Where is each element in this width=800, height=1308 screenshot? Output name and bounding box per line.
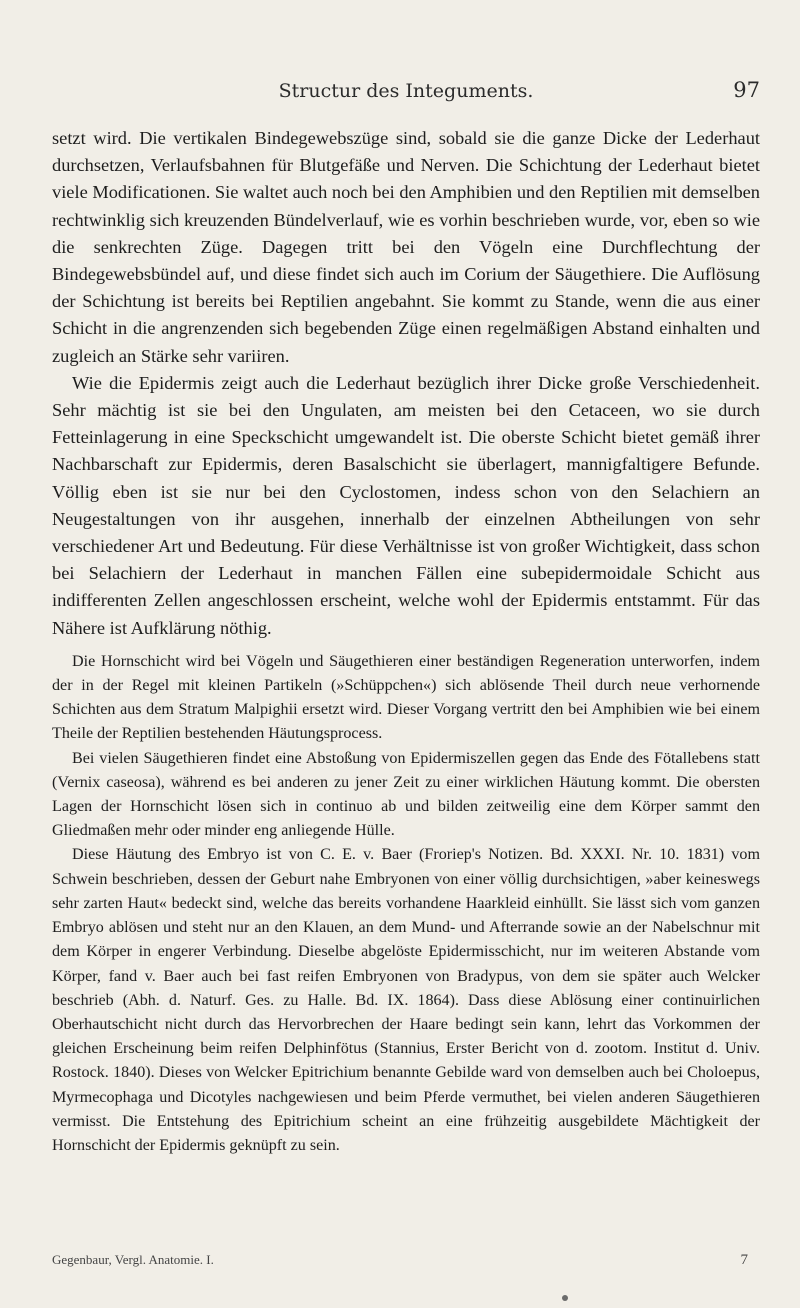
note-paragraph: Diese Häutung des Embryo ist von C. E. v. Baer (Froriep's Notizen. Bd. XXXI. Nr. 10. 1831) vom Schwein beschrieben, dessen der Geburt nahe Embryonen von einer völlig durchsichtigen, »aber keineswegs sehr zarten Haut« bedeckt sind, welche das bereits vorhandene Haarkleid einhüllt. Sie lässt sich vom ganzen Embryo ablösen und steht nur an den Klauen, an dem Mund- und Afterrande sowie an der Nabelschnur mit dem Körper in engerer Verbindung. Dieselbe abgelöste Epidermisschicht, nur im weiteren Abstande vom Körper, fand v. Baer auch bei fast reifen Embryonen von Bradypus, von dem sie später auch Welcker beschrieb (Abh. d. Naturf. Ges. zu Halle. Bd. IX. 1864). Dass diese Ablösung einer continuirlichen Oberhautschicht nicht durch das Hervorbrechen der Haare bedingt sein kann, lehrt das Vorkommen der gleichen Erscheinung beim reifen Delphinfötus (Stannius, Erster Bericht von d. zootom. Institut d. Univ. Rostock. 1840). Dieses von Welcker Epitrichium benannte Gebilde ward von demselben auch bei Choloepus, Myrmecophaga und Dicotyles nachgewiesen und beim Pferde vermuthet, bei vielen anderen Säugethieren vermisst. Die Entstehung des Epitrichium scheint an eine frühzeitig ausgebildete Mächtigkeit der Hornschicht der Epidermis geknüpft zu sein. — [52, 846, 760, 1154]
signature-line: Gegenbaur, Vergl. Anatomie. I. — [52, 1252, 214, 1267]
signature-number: 7 — [740, 1252, 748, 1268]
body-text — [52, 125, 760, 642]
paragraph: Wie die Epidermis zeigt auch die Lederhaut bezüglich ihrer Dicke große Verschiedenheit. Sehr mächtig ist sie bei den Ungulaten, am meisten bei den Cetaceen, wo sie durch Fetteinlagerung in eine Speckschicht umgewandelt ist. Die oberste Schicht bietet gemäß ihrer Nachbarschaft zur Epidermis, deren Basalschicht sie überlagert, mannigfaltigere Befunde. Völlig eben ist sie nur bei den Cyclostomen, indess schon von den Selachiern an Neugestaltungen von ihr ausgehen, innerhalb der einzelnen Abtheilungen von sehr verschiedener Art und Bedeutung. Für diese Verhältnisse ist von großer Wichtigkeit, dass schon bei Selachiern der Lederhaut in manchen Fällen eine subepidermoidale Schicht aus indifferenten Zellen angeschlossen erscheint, welche wohl der Epidermis entstammt. Für das Nähere ist Aufklärung nöthig. — [52, 372, 760, 638]
main-text — [52, 125, 760, 1158]
note-paragraph: Die Hornschicht wird bei Vögeln und Säugethieren einer beständigen Regeneration unterworfen, indem der in der Regel mit kleinen Partikeln (»Schüppchen«) sich ablösende Theil durch neue verhornende Schichten aus dem Stratum Malpighii ersetzt wird. Dieser Vorgang vertritt den bei Amphibien wie bei einem Theile der Reptilien bestehenden Häutungsprocess. — [52, 652, 760, 743]
running-title: Structur des Integuments. — [278, 80, 534, 102]
page-number: 97 — [733, 78, 760, 102]
note-paragraph: Bei vielen Säugethieren findet eine Abstoßung von Epidermiszellen gegen das Ende des Fötallebens statt (Vernix caseosa), während es bei anderen zu jener Zeit zu einer wirklichen Häutung kommt. Die obersten Lagen der Hornschicht lösen sich in continuo ab und bilden zeitweilig eine dem Körper sammt den Gliedmaßen mehr oder minder eng anliegende Hülle. — [52, 749, 760, 840]
ink-spot — [562, 1295, 568, 1301]
small-print-notes — [52, 650, 760, 1158]
running-header — [52, 78, 760, 120]
paragraph: setzt wird. Die vertikalen Bindegewebszüge sind, sobald sie die ganze Dicke der Lederhaut durchsetzen, Verlaufsbahnen für Blutgefäße und Nerven. Die Schichtung der Lederhaut bietet viele Modificationen. Sie waltet auch noch bei den Amphibien und den Reptilien mit demselben rechtwinklig sich kreuzenden Bündelverlauf, wie es vorhin beschrieben wurde, vor, eben so wie die senkrechten Züge. Dagegen tritt bei den Vögeln eine Durchflechtung der Bindegewebsbündel auf, und diese findet sich auch im Corium der Säugethiere. Die Auflösung der Schichtung ist bereits bei Reptilien angebahnt. Sie kommt zu Stande, wenn die aus einer Schicht in die angrenzenden sich begebenden Züge einen regelmäßigen Abstand einhalten und zugleich an Stärke sehr variiren. — [52, 128, 760, 366]
page-footer — [52, 1252, 760, 1269]
